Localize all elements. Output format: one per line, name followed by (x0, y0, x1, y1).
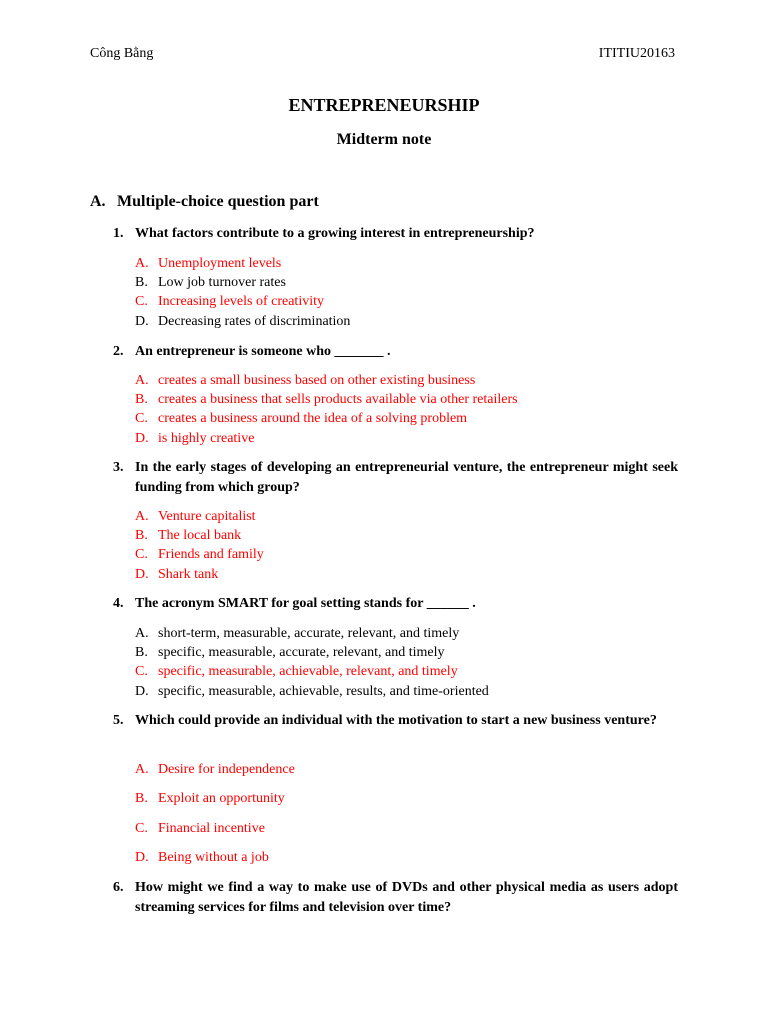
option-letter: A. (135, 626, 149, 641)
option-text: short-term, measurable, accurate, relevant, and timely (158, 626, 460, 641)
option-letter: C. (135, 821, 148, 836)
option-text: is highly creative (158, 431, 255, 446)
option-text: Increasing levels of creativity (158, 294, 324, 309)
option-letter: C. (135, 664, 148, 679)
option-letter: D. (135, 567, 149, 582)
option (135, 273, 286, 292)
option (135, 292, 324, 311)
question-number: 2. (113, 344, 124, 359)
option (135, 545, 264, 564)
option-letter: D. (135, 314, 149, 329)
page-subtitle: Midterm note (336, 131, 432, 148)
option-letter: D. (135, 684, 149, 699)
section-title: Multiple-choice question part (117, 193, 319, 210)
option (135, 390, 518, 409)
option-letter: B. (135, 791, 148, 806)
option-text: Financial incentive (158, 821, 265, 836)
question-5 (113, 711, 678, 731)
question-text: Which could provide an individual with the motivation to start a new business venture? (135, 713, 657, 728)
question-4 (113, 594, 678, 614)
question-number: 1. (113, 226, 124, 241)
option (135, 565, 218, 584)
option (135, 526, 241, 545)
option-letter: B. (135, 645, 148, 660)
option-letter: A. (135, 256, 149, 271)
question-number: 3. (113, 460, 124, 475)
option-text: Low job turnover rates (158, 275, 286, 290)
option-text: Desire for independence (158, 762, 295, 777)
author-name: Công Bằng (90, 46, 154, 61)
option (135, 682, 489, 701)
option-text: creates a business that sells products available via other retailers (158, 392, 518, 407)
option-text: specific, measurable, achievable, relevant, and timely (158, 664, 458, 679)
option (135, 429, 254, 448)
section-heading (90, 193, 319, 211)
option-text: creates a small business based on other existing business (158, 373, 476, 388)
question-number: 6. (113, 880, 124, 895)
question-2 (113, 342, 678, 362)
question-6 (113, 878, 678, 918)
option (135, 662, 458, 681)
option-text: Unemployment levels (158, 256, 282, 271)
option-text: Exploit an opportunity (158, 791, 285, 806)
option-text: Shark tank (158, 567, 219, 582)
question-1 (113, 224, 678, 244)
option-text: creates a business around the idea of a solving problem (158, 411, 468, 426)
option (135, 312, 350, 331)
option (135, 848, 269, 867)
question-text: The acronym SMART for goal setting stands for ______ . (135, 596, 476, 611)
option (135, 760, 295, 779)
option-text: specific, measurable, achievable, results, and time-oriented (158, 684, 489, 699)
option (135, 624, 459, 643)
question-number: 5. (113, 713, 124, 728)
option-text: Venture capitalist (158, 509, 256, 524)
option-letter: A. (135, 509, 149, 524)
option-letter: D. (135, 431, 149, 446)
section-letter: A. (90, 193, 106, 210)
option-letter: B. (135, 275, 148, 290)
page-title: ENTREPRENEURSHIP (288, 95, 480, 115)
question-3 (113, 458, 678, 498)
option-text: specific, measurable, accurate, relevant, and timely (158, 645, 445, 660)
option-text: Being without a job (158, 850, 269, 865)
option (135, 789, 285, 808)
option-letter: C. (135, 411, 148, 426)
question-text: An entrepreneur is someone who _______ . (135, 344, 391, 359)
option-letter: A. (135, 373, 149, 388)
option (135, 371, 475, 390)
question-text: In the early stages of developing an entrepreneurial venture, the entrepreneur might seek funding from which group? (135, 460, 678, 495)
option (135, 819, 265, 838)
option-letter: A. (135, 762, 149, 777)
option-text: Decreasing rates of discrimination (158, 314, 351, 329)
question-text: What factors contribute to a growing interest in entrepreneurship? (135, 226, 535, 241)
option-letter: D. (135, 850, 149, 865)
option-text: Friends and family (158, 547, 264, 562)
option (135, 507, 256, 526)
question-number: 4. (113, 596, 124, 611)
option-letter: B. (135, 392, 148, 407)
option (135, 409, 467, 428)
option-letter: B. (135, 528, 148, 543)
option-text: The local bank (158, 528, 242, 543)
option (135, 643, 444, 662)
option-letter: C. (135, 294, 148, 309)
student-id: ITITIU20163 (598, 46, 675, 61)
question-text: How might we find a way to make use of DVDs and other physical media as users adopt streaming services for films and television over time? (135, 880, 678, 915)
option-letter: C. (135, 547, 148, 562)
option (135, 254, 281, 273)
